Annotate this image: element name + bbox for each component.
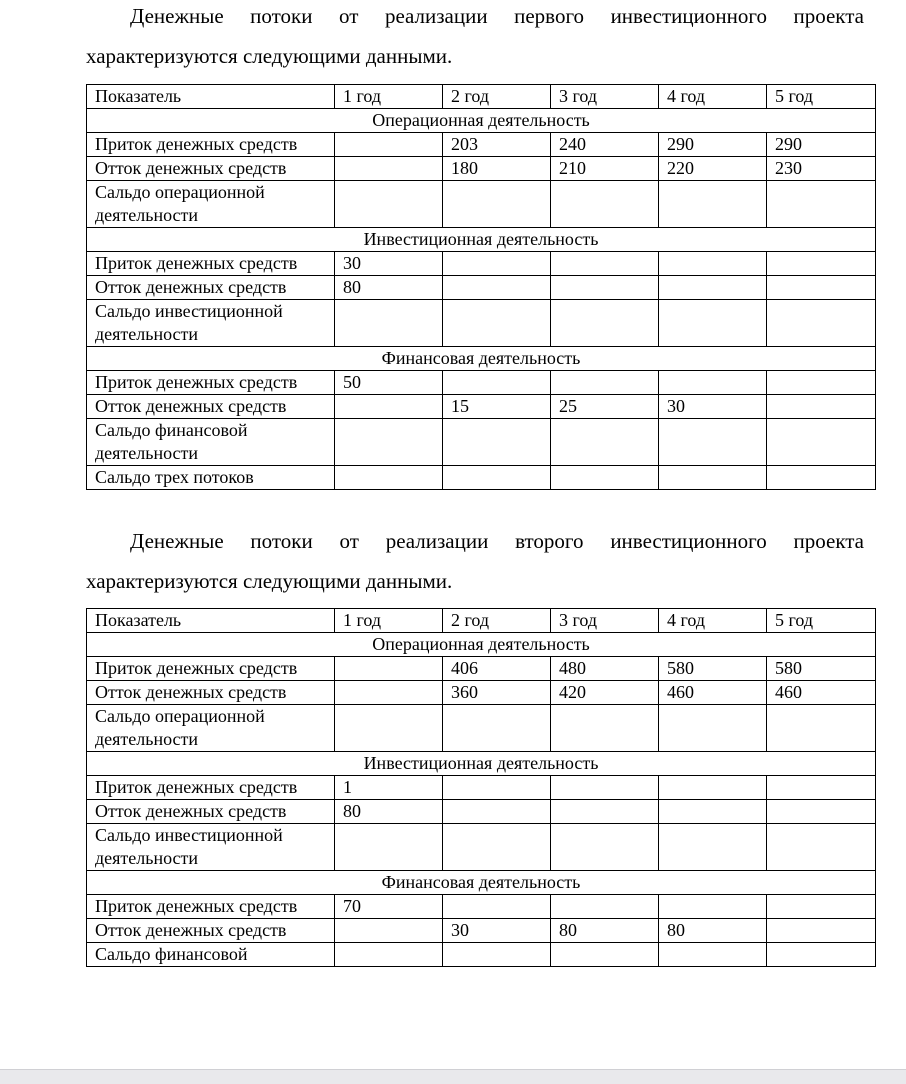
- table-cell: [335, 705, 443, 752]
- row-label: Отток денежных средств: [87, 157, 335, 181]
- table-cell: [443, 371, 551, 395]
- table-cell: 580: [767, 657, 876, 681]
- row-label: Приток денежных средств: [87, 371, 335, 395]
- table-cell: [767, 943, 876, 967]
- row-label: Приток денежных средств: [87, 657, 335, 681]
- table-row: [87, 395, 876, 419]
- row-label: Приток денежных средств: [87, 895, 335, 919]
- header-cell: 3 год: [551, 609, 659, 633]
- table-cell: [443, 800, 551, 824]
- table-cell: 210: [551, 157, 659, 181]
- table-row: [87, 371, 876, 395]
- table-cell: [659, 300, 767, 347]
- table-cell: [767, 800, 876, 824]
- table-cell: [767, 276, 876, 300]
- table-cell: 460: [767, 681, 876, 705]
- header-cell: 4 год: [659, 609, 767, 633]
- table-cell: 1: [335, 776, 443, 800]
- table-cell: [551, 776, 659, 800]
- table-cell: [443, 776, 551, 800]
- table-row: [87, 705, 876, 752]
- table-row: [87, 300, 876, 347]
- table-row: [87, 276, 876, 300]
- table-row: [87, 252, 876, 276]
- header-cell: 5 год: [767, 609, 876, 633]
- table-cell: [443, 276, 551, 300]
- header-cell: 2 год: [443, 85, 551, 109]
- table-row: [87, 943, 876, 967]
- table-cell: [767, 919, 876, 943]
- table-cell: [767, 252, 876, 276]
- section-row-financing: [87, 871, 876, 895]
- table-cell: [335, 466, 443, 490]
- table-cell: [659, 252, 767, 276]
- table-cell: [443, 466, 551, 490]
- table-cell: [551, 943, 659, 967]
- table-cell: [659, 705, 767, 752]
- row-label: Приток денежных средств: [87, 776, 335, 800]
- row-label: Отток денежных средств: [87, 919, 335, 943]
- table-cell: [767, 419, 876, 466]
- table-cell: [443, 252, 551, 276]
- table-cell: [767, 395, 876, 419]
- table-cell: [767, 181, 876, 228]
- table-cell: [551, 371, 659, 395]
- table-cell: [551, 300, 659, 347]
- header-cell: 3 год: [551, 85, 659, 109]
- table-cell: [335, 133, 443, 157]
- section-title: Операционная деятельность: [87, 109, 876, 133]
- row-label: Сальдо инвестиционной деятельности: [87, 300, 335, 347]
- intro-paragraph-2: Денежные потоки от реализации второго инвестиционного проекта характеризуются следующими данными.: [86, 529, 864, 593]
- table-cell: [767, 824, 876, 871]
- table-cell: [551, 276, 659, 300]
- table-row: [87, 657, 876, 681]
- header-cell: 1 год: [335, 609, 443, 633]
- cash-flow-table-2: [86, 608, 876, 967]
- table-cell: [659, 895, 767, 919]
- table-cell: [443, 419, 551, 466]
- section-title: Инвестиционная деятельность: [87, 228, 876, 252]
- row-label: Отток денежных средств: [87, 276, 335, 300]
- table-cell: 420: [551, 681, 659, 705]
- table-cell: 80: [335, 276, 443, 300]
- table-cell: [335, 943, 443, 967]
- table-cell: [767, 371, 876, 395]
- header-cell: Показатель: [87, 85, 335, 109]
- table-row: [87, 157, 876, 181]
- table-cell: 180: [443, 157, 551, 181]
- table-cell: 480: [551, 657, 659, 681]
- table-cell: [659, 419, 767, 466]
- table-cell: [659, 776, 767, 800]
- row-label: Сальдо финансовой деятельности: [87, 419, 335, 466]
- table-cell: 230: [767, 157, 876, 181]
- table-cell: [659, 466, 767, 490]
- table-cell: [551, 895, 659, 919]
- table-cell: 30: [659, 395, 767, 419]
- header-cell: 1 год: [335, 85, 443, 109]
- section-row-investing: [87, 228, 876, 252]
- table-cell: [659, 943, 767, 967]
- table-cell: [659, 800, 767, 824]
- header-cell: 2 год: [443, 609, 551, 633]
- table-cell: 406: [443, 657, 551, 681]
- viewer-bottom-edge: [0, 1069, 906, 1084]
- table-cell: [551, 181, 659, 228]
- table-row: [87, 181, 876, 228]
- table-cell: 70: [335, 895, 443, 919]
- table-row-total: [87, 466, 876, 490]
- table-cell: [767, 300, 876, 347]
- table-cell: [767, 895, 876, 919]
- section-row-financing: [87, 347, 876, 371]
- table-cell: 30: [335, 252, 443, 276]
- table-cell: 290: [767, 133, 876, 157]
- table-cell: 80: [551, 919, 659, 943]
- row-label: Отток денежных средств: [87, 800, 335, 824]
- table-row: [87, 824, 876, 871]
- table-row: [87, 681, 876, 705]
- table-cell: [659, 371, 767, 395]
- table-cell: [335, 395, 443, 419]
- row-label: Отток денежных средств: [87, 681, 335, 705]
- table-cell: [767, 705, 876, 752]
- section-row-operating: [87, 109, 876, 133]
- table-cell: [335, 419, 443, 466]
- table-cell: 220: [659, 157, 767, 181]
- table-cell: 580: [659, 657, 767, 681]
- table-cell: 25: [551, 395, 659, 419]
- table-cell: 290: [659, 133, 767, 157]
- row-label: Сальдо инвестиционной деятельности: [87, 824, 335, 871]
- table-cell: 203: [443, 133, 551, 157]
- table-row: [87, 419, 876, 466]
- table-cell: [335, 181, 443, 228]
- table-cell: [443, 705, 551, 752]
- table-cell: [335, 157, 443, 181]
- table-cell: 80: [335, 800, 443, 824]
- table-row: [87, 133, 876, 157]
- table-cell: 80: [659, 919, 767, 943]
- table-cell: [335, 919, 443, 943]
- table-cell: [335, 657, 443, 681]
- table-header-row: [87, 609, 876, 633]
- table-cell: [335, 300, 443, 347]
- section-row-investing: [87, 752, 876, 776]
- table-cell: [551, 800, 659, 824]
- table-cell: [767, 776, 876, 800]
- section-title: Финансовая деятельность: [87, 871, 876, 895]
- table-cell: [443, 181, 551, 228]
- row-label: Отток денежных средств: [87, 395, 335, 419]
- table-cell: [443, 300, 551, 347]
- table-cell: [659, 276, 767, 300]
- table-cell: [551, 824, 659, 871]
- table-row: [87, 919, 876, 943]
- table-cell: 240: [551, 133, 659, 157]
- table-cell: [659, 181, 767, 228]
- section-row-operating: [87, 633, 876, 657]
- row-label: Приток денежных средств: [87, 252, 335, 276]
- section-title: Операционная деятельность: [87, 633, 876, 657]
- table-cell: [443, 943, 551, 967]
- row-label: Сальдо финансовой: [87, 943, 335, 967]
- table-cell: [551, 419, 659, 466]
- intro-paragraph-1: Денежные потоки от реализации первого инвестиционного проекта характеризуются следующими данными.: [86, 4, 864, 68]
- table-cell: 460: [659, 681, 767, 705]
- section-title: Финансовая деятельность: [87, 347, 876, 371]
- table-cell: [335, 681, 443, 705]
- table-cell: [551, 252, 659, 276]
- header-cell: Показатель: [87, 609, 335, 633]
- row-label: Сальдо трех потоков: [87, 466, 335, 490]
- header-cell: 5 год: [767, 85, 876, 109]
- header-cell: 4 год: [659, 85, 767, 109]
- table-row: [87, 895, 876, 919]
- table-cell: [767, 466, 876, 490]
- table-header-row: [87, 85, 876, 109]
- row-label: Приток денежных средств: [87, 133, 335, 157]
- table-row: [87, 800, 876, 824]
- table-cell: [551, 466, 659, 490]
- section-title: Инвестиционная деятельность: [87, 752, 876, 776]
- table-cell: 15: [443, 395, 551, 419]
- table-cell: [659, 824, 767, 871]
- table-cell: 360: [443, 681, 551, 705]
- table-cell: [335, 824, 443, 871]
- cash-flow-table-1: [86, 84, 876, 490]
- table-cell: 30: [443, 919, 551, 943]
- row-label: Сальдо операционной деятельности: [87, 705, 335, 752]
- table-cell: [443, 824, 551, 871]
- table-row: [87, 776, 876, 800]
- table-cell: [443, 895, 551, 919]
- table-cell: [551, 705, 659, 752]
- table-cell: 50: [335, 371, 443, 395]
- row-label: Сальдо операционной деятельности: [87, 181, 335, 228]
